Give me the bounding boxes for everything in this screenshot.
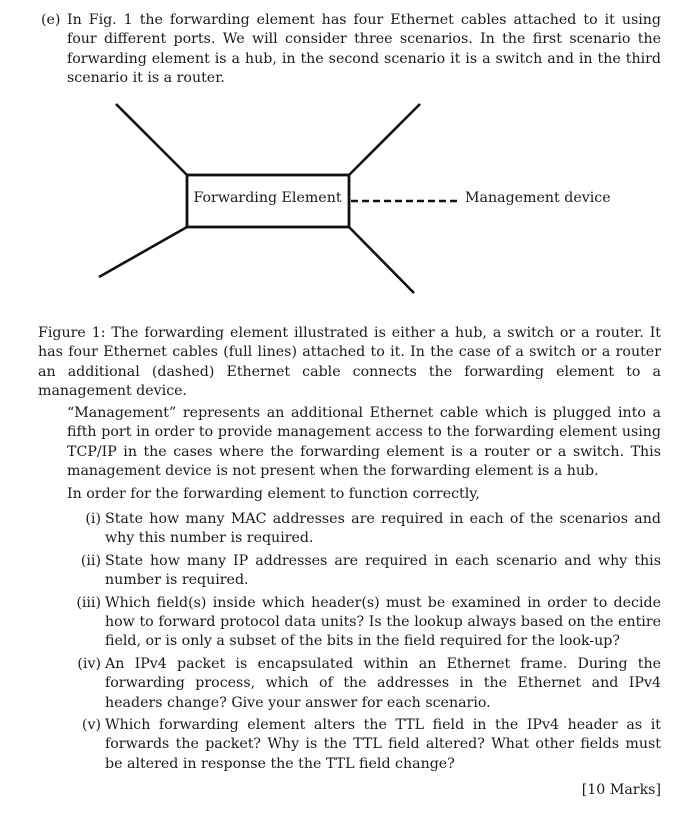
sub-question-number: (ii) xyxy=(80,552,101,569)
sub-question-number: (i) xyxy=(85,511,101,527)
sub-question-text: State how many IP addresses are required in each scenario and why this number is required. xyxy=(105,552,661,589)
cable-bottom-right xyxy=(349,227,414,293)
question-label: (e) xyxy=(41,12,61,28)
question-text: In Fig. 1 the forwarding element has four Ethernet cables attached to it using four different ports. We will consider three scenarios. In the first scenario the forwarding element is a hub, in the second scenario it is a switch and in the third scenario it is a router. xyxy=(67,12,661,87)
sub-question-number: (iv) xyxy=(77,655,101,672)
marks-label: [10 Marks] xyxy=(581,782,661,798)
cable-top-right xyxy=(349,104,420,175)
forwarding-element-label: Forwarding Element xyxy=(193,190,342,206)
sub-question-text: Which forwarding element alters the TTL field in the IPv4 header as it forwards the packet? Why is the TTL field altered? What other fields must be altered in response the the TTL field change? xyxy=(105,717,661,772)
cable-top-left xyxy=(116,104,187,175)
sub-question-item xyxy=(67,716,661,774)
sub-question-item xyxy=(67,655,661,713)
sub-question-number: (iii) xyxy=(76,594,101,611)
cable-bottom-left xyxy=(99,227,187,277)
figure-caption: Figure 1: The forwarding element illustrated is either a hub, a switch or a router. It has four Ethernet cables (full lines) attached to it. In the case of a switch or a router an additional (dashed) Ethernet cable connects the forwarding element to a management device. xyxy=(38,325,661,400)
management-paragraph: “Management” represents an additional Ethernet cable which is plugged into a fifth port in order to provide management access to the forwarding element using TCP/IP in the cases where the forwarding element is a router or a switch. This management device is not present when the forwarding element is a hub. xyxy=(67,405,661,480)
management-device-label: Management device xyxy=(465,190,611,206)
intro-line: In order for the forwarding element to function correctly, xyxy=(67,486,480,502)
sub-question-list xyxy=(67,510,661,777)
sub-question-text: Which field(s) inside which header(s) must be examined in order to decide how to forward protocol data units? Is the lookup always based on the entire field, or is only a subset of the bits in the field required for the look-up? xyxy=(105,594,661,650)
sub-question-item xyxy=(67,510,661,549)
sub-question-number: (v) xyxy=(81,717,101,734)
sub-question-item xyxy=(67,552,661,591)
sub-question-item xyxy=(67,594,661,652)
sub-question-text: An IPv4 packet is encapsulated within an Ethernet frame. During the forwarding process, which of the addresses in the Ethernet and IPv4 headers change? Give your answer for each scenario. xyxy=(105,655,661,711)
network-figure xyxy=(0,0,692,330)
sub-question-text: State how many MAC addresses are required in each of the scenarios and why this number is required. xyxy=(105,511,661,547)
